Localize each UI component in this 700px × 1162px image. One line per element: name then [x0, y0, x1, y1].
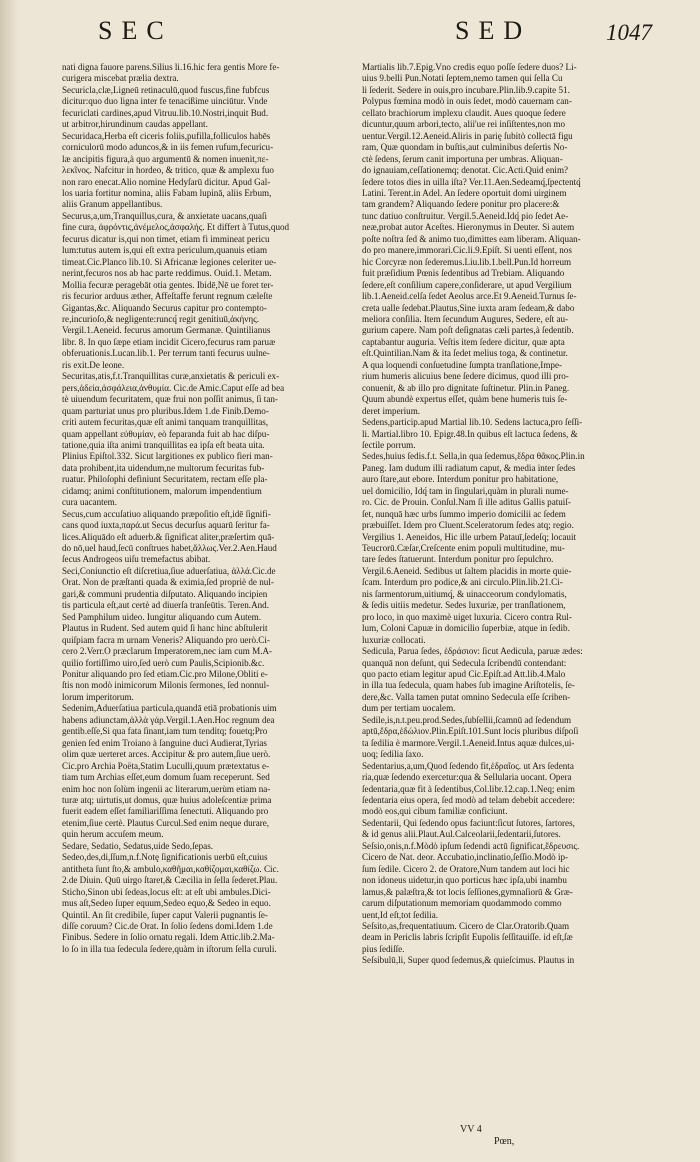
- text-line: carum diſputationum memoriam quodammodo commo: [362, 898, 562, 909]
- text-line: curigera miscebat prælia dextra.: [62, 73, 179, 84]
- text-line: uent,Id eſt,tot ſedilia.: [362, 909, 439, 920]
- text-line: Sed Pamphilum uideo. Iungitur aliquando cum Autem.: [62, 611, 262, 622]
- text-line: libr. 8. In quo ſæpe etiam incidit Cicero,fecurus ram paruæ: [62, 336, 276, 347]
- text-line: ſcam. Interdum pro podice,& ani circulo.Plin.lib.21.Ci-: [362, 577, 563, 588]
- page-gutter-shadow: [0, 0, 18, 1162]
- text-line: Gigantas,&c. Aliquando Securus capitur pro contempto-: [62, 302, 267, 313]
- text-line: gurium capere. Nam poſt deſignatas cæli partes,à ſedentib.: [362, 325, 574, 336]
- text-line: dum per tertiam uocalem.: [362, 703, 456, 714]
- text-line: Polypus fœmina modò in ouis ſedet, modò cauernam can-: [362, 96, 572, 107]
- text-line: Securidaca,Herba eſt ciceris foliis,pufilla,folliculos habēs: [62, 130, 271, 141]
- text-line: cans quod iuxta,παρά.ut Secus decurſus aquarū ſeritur fa-: [62, 520, 270, 531]
- text-line: Latini. Terent.in Adel. An ſedere oportuit domi uirginem: [362, 187, 567, 198]
- text-line: do pro manere,immorari.Cic.li.9.Epiſt. Si uenti eſſent, nos: [362, 245, 572, 256]
- text-line: non raro enecat.Alio nomine Hedyſarū dicitur. Apud Gal-: [62, 176, 271, 187]
- text-line: quam parturiat unus pro pluribus.Idem 1.de Finib.Demo-: [62, 405, 269, 416]
- text-line: criti autem fecuritas,quæ eſt animi tanquam tranquillitas,: [62, 417, 269, 428]
- text-line: eſt.Quintilian.Nam & ita ſedet melius toga, & continetur.: [362, 348, 568, 359]
- text-line: fecuriclati cardines,apud Vitruu.lib.10.Nostri,inquit Bud.: [62, 107, 269, 118]
- text-line: tam grandem? Aliquando ſedere ponitur pro placere:&: [362, 199, 560, 210]
- text-line: meliora conſilia. Item ſecundum Augures, Sedere, eſt au-: [362, 313, 569, 324]
- text-line: quin herum accuſem meum.: [62, 829, 164, 840]
- text-line: uoq; ſedilia ſaxo.: [362, 749, 424, 760]
- text-line: ſedere totos dies in uilla iſta? Ver.11.Aen.Sedeamq́,ſpectentq́: [362, 176, 581, 187]
- text-line: ſet, nunquā hæc urbs ſummo imperio domicilii ac ſedem: [362, 508, 566, 519]
- text-line: obferuationis.Lucan.lib.1. Per terrum tanti fecurus uulne-: [62, 348, 270, 359]
- text-line: dere,&c. Valla tamen putat omnino Sedecula eſſe ſcriben-: [362, 691, 571, 702]
- text-line: pro loco, in quo maximè uiget luxuria. Cicero contra Rul-: [362, 611, 572, 622]
- text-line: Sedens,particip.apud Martial lib.10. Sedens lactuca,pro ſeſſi-: [362, 417, 583, 428]
- text-line: ro. Cic. de Prouin. Conſul.Nam ſi ille aditus Gallis patuiſ-: [362, 497, 571, 508]
- text-line: Sticho,Sinon ubi ſedeas,locus eſt: at eſt ubi ambules.Dici-: [62, 886, 271, 897]
- text-line: ſecus Androgeos uiſu tremefactus abibat.: [62, 554, 211, 565]
- text-line: ut arbitror,hirundinum caudas appellant.: [62, 119, 208, 130]
- left-column: [62, 62, 348, 955]
- text-line: & ſedis uitiis medetur. Sedes luxuriæ, per tranſlationem,: [362, 600, 566, 611]
- catchword: Pœn,: [494, 1136, 515, 1147]
- text-line: Sedicula, Parua ſedes, ἑδράσιον: ſicut Aedicula, paruæ ædes:: [362, 646, 583, 657]
- text-line: mus aſt,Sedeo ſuper equum,Sedeo equo,& Sedeo in equo.: [62, 898, 271, 909]
- text-line: re,incurioſo,& negligente:runcq́ regit genitiuū,ἀκήνης.: [62, 313, 260, 324]
- text-line: quam appellant εὐθυμίαν, eò feparanda fuit ab hac diſpu-: [62, 428, 270, 439]
- text-line: Vergil.6.Aeneid. Sedibus ut ſaltem placidis in morte quie-: [362, 565, 572, 576]
- text-line: gentib.eſſe,Si qua fata ſinant,iam tum tenditq; fouetq;Pro: [62, 726, 268, 737]
- text-line: ſtis non modò inimicorum Milonis ſermones, ſed nonnul-: [62, 680, 270, 691]
- text-line: uius 9.belli Pun.Notati ſeptem,nemo tamen qui ſella Cu: [362, 73, 563, 84]
- text-line: Plautus in Rudent. Sed autem quid ſi hanc hinc abſtulerit: [62, 623, 268, 634]
- text-line: fine cura, ἀφρόντις,ἀνέμελος,ἀσφαλής. Et differt à Tutus,quod: [62, 222, 290, 233]
- text-line: cidamq; animi conſtitutionem, malorum impendentium: [62, 485, 262, 496]
- text-line: antitheta ſunt ſto,& ambulo,καθῆμαι,καθίζομαι,καθίζω. Cic.: [62, 863, 279, 874]
- text-line: do ignauiam,ceſſationemq; denotat. Cic.Acti.Quid enim?: [362, 165, 569, 176]
- text-line: lamus,& palæſtra,& tot locis ſeſſiones,gymnaſiorū & Græ-: [362, 886, 573, 897]
- text-line: Seſsio,onis,n.f.Mòdò ipſum ſedendi actū ſignificat,ἕδρευσις.: [362, 840, 580, 851]
- text-line: læ ancipitis figura,à quo argumentū & nomen inuenit,πε-: [62, 153, 269, 164]
- text-line: Sedenim,Aduerſatiua particula,quandā etiā probationis uim: [62, 703, 277, 714]
- text-line: Sedentarius,a,um,Quod ſedendo fit,ἑδραῖος. ut Ars ſedenta: [362, 760, 574, 771]
- text-line: A qua loquendi conſuetudine ſumpta tranſlatione,Impe-: [362, 359, 563, 370]
- text-line: uel domicilio, Idq́ tam in ſingulari,quàm in plurali nume-: [362, 485, 569, 496]
- text-line: Cicero de Nat. deor. Accubatio,inclinatio,ſeſſio.Modò ip-: [362, 852, 569, 863]
- text-line: lorum imperitorum.: [62, 691, 134, 702]
- text-line: ſedentaria,quæ fit à ſedentibus,Col.libr.12.cap.1.Neq; enim: [362, 783, 575, 794]
- text-line: tare ſedes ſtatuerunt. Interdum ponitur pro ſepulchro.: [362, 554, 554, 565]
- text-line: nati digna fauore parens.Silius li.16.hic fera gentis More fe-: [62, 62, 280, 72]
- text-line: Seſsibulū,li, Super quod ſedemus,& quieſcimus. Plautus in: [362, 955, 575, 966]
- text-line: do nō,uel haud,ſecū conſtrues habet,ἄλλως.Ver.2.Aen.Haud: [62, 543, 277, 554]
- text-line: lib.1.Aeneid.celſa ſedet Aeolus arce.Et 9.Aeneid.Turnus ſe-: [362, 291, 577, 302]
- text-line: ſectile porrum.: [362, 439, 416, 450]
- text-line: tunc datiuo conſtruitur. Vergil.5.Aeneid.Idq́ pio ſedet Ae-: [362, 210, 569, 221]
- text-line: deret imperium.: [362, 405, 421, 416]
- text-line: aliis Granum appellantibus.: [62, 199, 163, 210]
- text-line: aptū,ἕδρα,ἑδώλιον.Plin.Epiſt.101.Sunt locis pluribus diſpoſi: [362, 726, 579, 737]
- text-line: Vergil.1.Aeneid. fecurus amorum Germanæ. Quintilianus: [62, 325, 271, 336]
- text-line: data prohibent,ita uidendum,ne multorum fecuritas fub-: [62, 462, 265, 473]
- text-line: λεκῖνος. Nafcitur in hordeo, & tritico, quæ & amplexu fuo: [62, 165, 274, 176]
- text-line: uentur.Vergil.12.Aeneid.Aliris in parię ſubitò collectā figu: [362, 130, 573, 141]
- text-line: nerint,fecuros nos ab hac parte reddimus. Ouid.1. Metam.: [62, 268, 272, 279]
- text-line: Orat. Non de præſtanti quada & eximia,ſed propriè de nul-: [62, 577, 274, 588]
- text-line: fuit præſidium Pœnis ſedentibus ad Trebiam. Aliquando: [362, 268, 565, 279]
- text-line: non idoneus uidetur,in quo porticus hæc ipſa,ubi inambu: [362, 875, 567, 886]
- text-line: lo ſo in illa tua ſedecula ſedere,quàm in iſtorum ſella curuli.: [62, 943, 277, 954]
- text-line: luxuriæ collocati.: [362, 634, 426, 645]
- text-line: los uaria fortitur nomina, aliis Fabam lupinā, aliis Erbum,: [62, 187, 272, 198]
- text-line: præbuiſſet. Idem pro Cluent.Sceleratorum ſedes atq; regio.: [362, 520, 574, 531]
- text-line: ris fecurior arduus æther, Affeſtaffe ferunt regnum cæleſte: [62, 291, 273, 302]
- text-line: ctè ſedens, ſerum canit importuna per umbras. Aliquan-: [362, 153, 563, 164]
- text-line: fuerit eadem eſſet familiariſſima ſenectuti. Aliquando pro: [62, 806, 269, 817]
- text-line: auro ſtare,aut ebore. Interdum ponitur pro habitatione,: [362, 474, 559, 485]
- text-line: conuenit, & ab illo pro dignitate ſuſtinetur. Plin.in Paneg.: [362, 382, 570, 393]
- text-line: Sedentarii, Qui ſedendo opus faciunt:ſicut ſutores, ſartores,: [362, 817, 575, 828]
- text-line: olim quæ uerteret arces. Accipitur & pro autem,ſiue uerò.: [62, 749, 271, 760]
- text-line: hic Corcyræ non ſederemus.Liu.lib.1.bell.Pun.Id horreum: [362, 256, 572, 267]
- right-column: [362, 62, 658, 967]
- text-line: pers,ἀδεία,ἀσφάλεια,ἀνθυμία. Cic.de Amic.Caput eſſe ad bea: [62, 382, 285, 393]
- header-left-guideword: SEC: [98, 16, 173, 45]
- text-line: dicuntur,quum arbori,tecto, alii'ue rei inſiſtentes,non mo: [362, 119, 566, 130]
- text-line: quo pacto etiam legitur apud Cic.Epiſt.ad Att.lib.4.Malo: [362, 669, 566, 680]
- text-line: lices.Aliquādo eſt aduerb.& ſignificat aliter,præſertim quā-: [62, 531, 275, 542]
- text-line: Cic.pro Archia Poëta,Statim Luculli,quum prætextatus e-: [62, 760, 270, 771]
- text-line: deam in Periclis labris ſcripſit Eupolis ſeſſitauiſſe. id eſt,ſæ: [362, 932, 573, 943]
- text-line: li. Martial.libro 10. Epigr.48.In quibus eſt lactuca ſedens, &: [362, 428, 578, 439]
- text-line: cura uacantem.: [62, 497, 118, 508]
- text-line: Teucrorū.Cæſar,Creſcente enim populi multitudine, mu-: [362, 543, 565, 554]
- text-line: ſedere,eſt conſilium capere,conſiderare, ut apud Vergilium: [362, 279, 572, 290]
- text-line: habens adiunctam,ἀλλὰ γάρ.Vergil.1.Aen.Hoc regnum dea: [62, 714, 275, 725]
- text-line: fecurus dicatur is,qui non timet, etiam fi immineat pericu: [62, 233, 270, 244]
- text-line: 2.de Diuin. Quū uirgo ſtaret,& Cæcilia in ſella ſederet.Plau.: [62, 875, 278, 886]
- text-line: Securicla,clæ,Ligneū retinaculū,quod fuscus,fine fubfcus: [62, 84, 270, 95]
- text-line: Vergilius 1. Aeneidos, Hic ille urbem Patauī,ſedeſq; locauit: [362, 531, 576, 542]
- text-line: cero 2.Verr.O præclarum Imperatorem,nec iam cum M.A-: [62, 646, 273, 657]
- text-line: Seſsito,as,frequentatiuum. Cicero de Clar.Oratorib.Quam: [362, 920, 570, 931]
- text-line: Securitas,atis,f.t.Tranquillitas curæ,anxietatis & periculi ex-: [62, 371, 280, 382]
- text-line: li ſederit. Sedere in ouis,pro incubare.Plin.lib.9.capite 51.: [362, 84, 570, 95]
- text-line: tatione,quia iſta animi tranquillitas ea ipſa eſt beata uita.: [62, 439, 265, 450]
- text-line: ſum ſedile. Cicero 2. de Oratore,Num tandem aut loci hic: [362, 863, 570, 874]
- text-line: Quintil. An ſit credibile, ſuper caput Valerii pugnantis ſe-: [62, 909, 268, 920]
- text-line: enim hoc non ſolùm ingenii ac literarum,uerùm etiam na-: [62, 783, 271, 794]
- text-line: Seci,Coniunctio eſt diſcretiua,ſiue aduerſatiua, ἀλλά.Cic.de: [62, 565, 276, 576]
- text-line: & id genus alii.Plaut.Aul.Calceolarii,ſedentarii,ſutores.: [362, 829, 561, 840]
- text-line: turæ atq; uirtutis,ut domus, quæ huius adoleſcentiæ prima: [62, 795, 272, 805]
- header-right-guideword: SED: [455, 16, 532, 45]
- text-line: Mollia fecuræ peragebāt otia gentes. Ibidē,Nē ue foret ter-: [62, 279, 274, 290]
- text-line: lum, Coloni Capuæ in domicilio ſuperbiæ, atque in ſedib.: [362, 623, 570, 634]
- text-line: corniculorū modo aduncos,& in iis femen rufum,fecuricu-: [62, 142, 274, 153]
- text-line: poſte noſtra ſed & animo tuo,dimittes eam liberam. Aliquan-: [362, 233, 581, 244]
- text-line: ruatur. Philoſophi definiunt Securitatem, rectam eſſe pla-: [62, 474, 268, 485]
- text-line: Ponitur aliquando pro ſed etiam.Cic.pro Milone,Obliti e-: [62, 669, 268, 680]
- text-line: ta ſedilia è marmore.Vergil.1.Aeneid.Intus aquæ dulces,ui-: [362, 737, 575, 748]
- text-line: Quum abundè expertus eſſet, quàm bene humeris tuis ſe-: [362, 394, 568, 405]
- text-line: genien ſed enim Troiano à ſanguine duci Audierat,Tyrias: [62, 737, 267, 748]
- text-line: diſſe coruum? Cic.de Orat. In ſolio ſedens domi.Idem 1.de: [62, 920, 273, 931]
- text-line: tis particula eſt,aut certè ad diuerſa tranſeūtis. Teren.And.: [62, 600, 270, 611]
- text-line: Finibus. Sedere in ſolio ornatu regali. Idem Attic.lib.2.Ma-: [62, 932, 275, 943]
- text-line: Secus,cum accuſatiuo aliquando præpoſitio eſt,idē ſignifi-: [62, 508, 271, 519]
- text-line: etenim,ſiue certè. Plautus Curcul.Sed enim neque durare,: [62, 817, 270, 828]
- text-line: quilio fortiſſimo uiro,ſed uerò cum Paulis,Scipionib.&c.: [62, 657, 265, 668]
- text-line: Securus,a,um,Tranquillus,cura, & anxietate uacans,quaſi: [62, 210, 267, 221]
- text-line: Sedile,is,n.t.peu.prod.Sedes,ſubſellii,ſcamnū ad ſedendum: [362, 714, 572, 725]
- text-line: nis ſarmentorum,uitiumq́, & uinacceorum condylomatis,: [362, 588, 567, 599]
- text-line: ſedentaria eius opera, ſed modò ad telam debebit accedere:: [362, 795, 575, 805]
- text-line: tiam tum Archias eſſet,eum domum ſuam receperunt. Sed: [62, 772, 270, 783]
- text-line: Sedeo,des,di,ſſum,n.f.Notę ſignificationis uerbū eſt,cuius: [62, 852, 268, 863]
- text-line: dicitur:quo duo ligna inter fe tenacißime uinciūtur. Vnde: [62, 96, 268, 107]
- text-line: ris exit.De leone.: [62, 359, 125, 370]
- text-line: in illa tua ſedecula, quam habes ſub imagine Ariſtotelis, ſe-: [362, 680, 575, 691]
- text-line: Paneg. Iam dudum illi radiatum caput, & media inter ſedes: [362, 462, 576, 473]
- text-line: Sedare, Sedatio, Sedatus,uide Sedo,ſepas.: [62, 840, 214, 851]
- text-line: cellato brachiorum implexu claudit. Aues quoque ſedere: [362, 107, 566, 118]
- signature-mark: VV 4: [460, 1124, 482, 1135]
- text-line: lum:tutus autem is,qui eſt extra periculum,quanuis etiam: [62, 245, 268, 256]
- text-line: gari,& communi prudentia diſputato. Aliquando incipien: [62, 588, 268, 599]
- text-line: tè uiuendum fecuritatem, quæ frui non poſſit animus, ſi tan-: [62, 394, 278, 405]
- text-line: Sedes,huius ſedis.f.t. Sella,in qua ſedemus,ἕδρα θᾶκος.Plin.in: [362, 451, 585, 462]
- text-line: pius ſediſſe.: [362, 943, 405, 954]
- text-line: rium humeris alicuius bene ſedere dicimus, quod illi pro-: [362, 371, 569, 382]
- text-line: Plinius Epiſtol.332. Sicut largitiones ex publico fieri man-: [62, 451, 273, 462]
- text-line: modò eos,qui cibum familiæ conficiunt.: [362, 806, 508, 817]
- text-line: ram, Quæ quondam in buſtis,aut culminibus deſertis No-: [362, 142, 568, 153]
- text-line: Martialis lib.7.Epig.Vno credis equo poſſe ſedere duos? Li-: [362, 62, 577, 72]
- text-line: creta ualle ſedebat.Plautus,Sine iuxta aram ſedeam,& dabo: [362, 302, 575, 313]
- text-line: ria,quæ ſedendo exercetur:qua & Sellularia uocant. Opera: [362, 772, 572, 783]
- text-line: captabantur auguria. Veſtis item ſedere dicitur, quæ apta: [362, 336, 565, 347]
- running-header: [0, 12, 700, 52]
- text-line: timeat.Cic.Planco lib.10. Si Africanæ legiones celeriter ue-: [62, 256, 277, 267]
- text-line: neæ,probat autor Aceſtes. Hieronymus in Deuter. Si autem: [362, 222, 575, 233]
- text-line: quanquā non deſunt, qui Sedecula ſcribendū contendant:: [362, 657, 567, 668]
- page-number: 1047: [606, 20, 652, 45]
- text-line: quiſpiam facra m urnam Veneris? Aliquando pro uerò.Ci-: [62, 634, 270, 645]
